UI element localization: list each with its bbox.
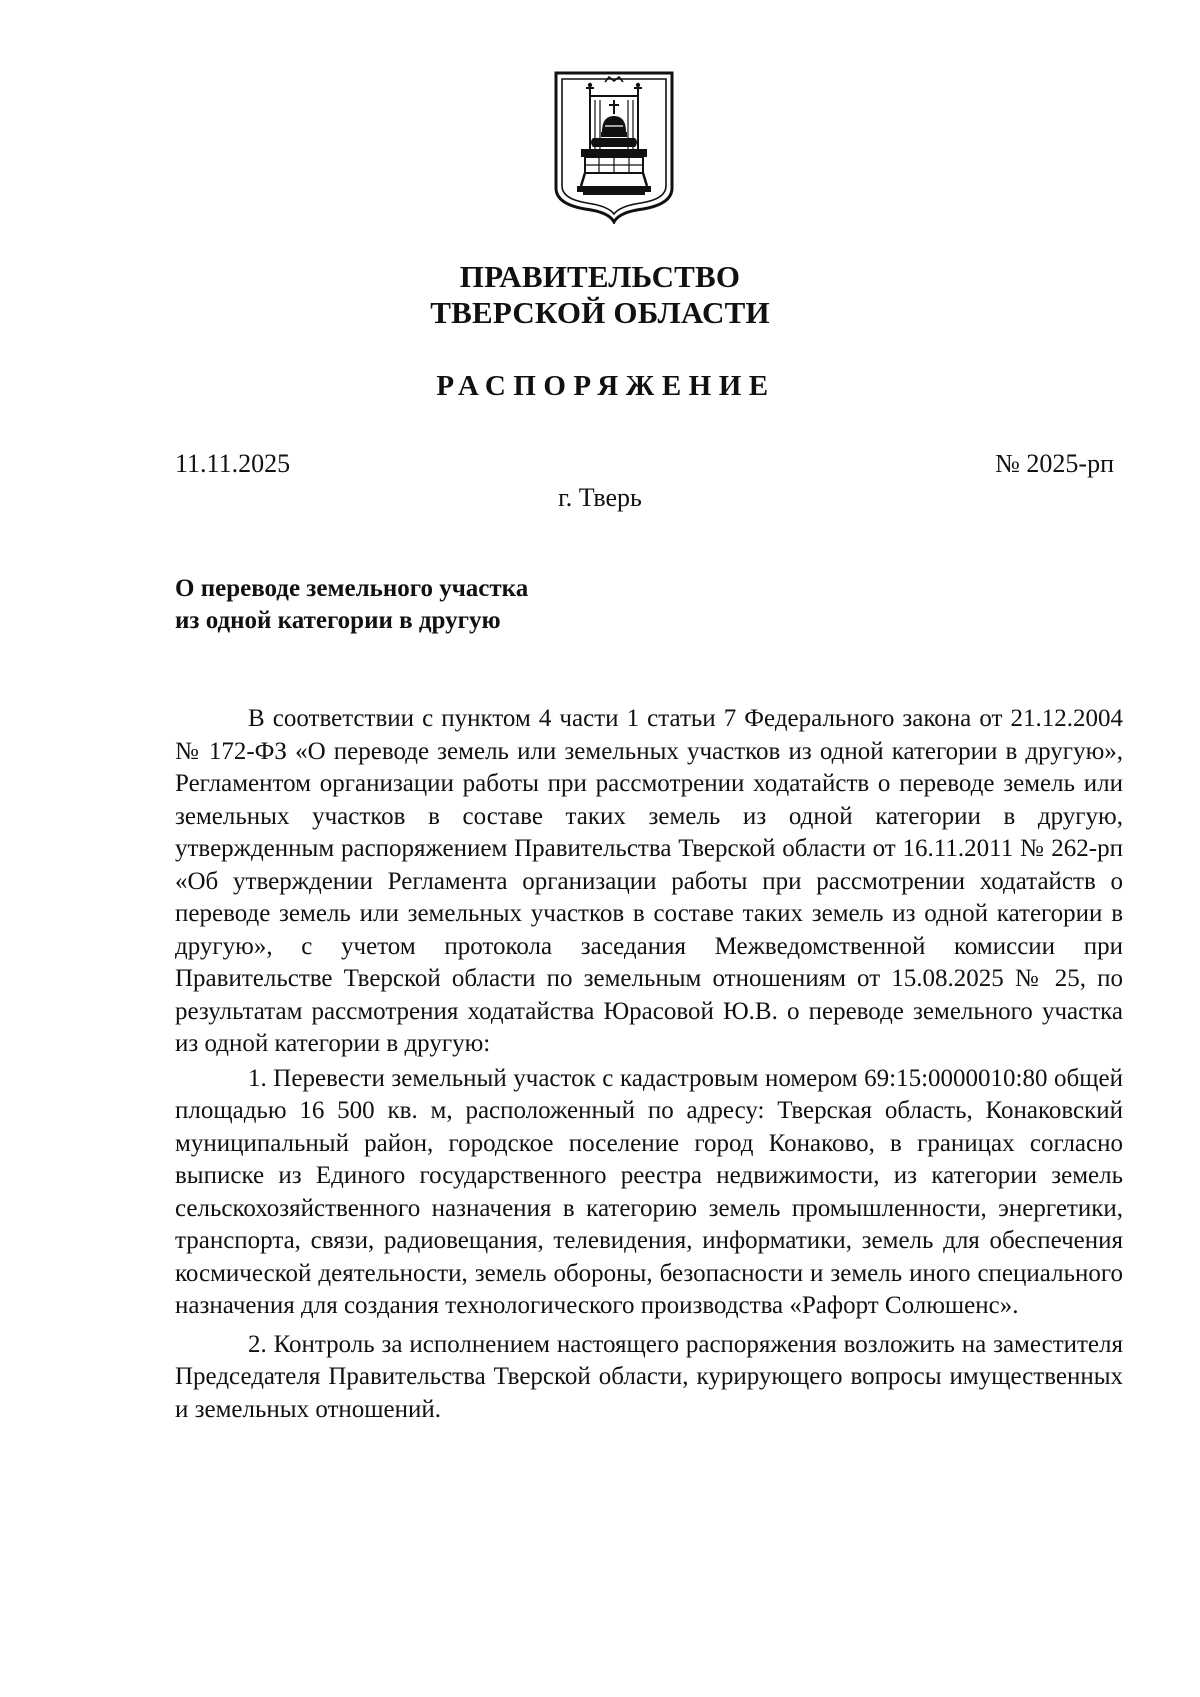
document-body	[175, 703, 1123, 1426]
order-item-2: 2. Контроль за исполнением настоящего распоряжения возложить на заместителя Председателя Правительства Тверской области, курирующего вопросы имущественных и земельных отношений.	[175, 1330, 1123, 1423]
org-name-line1: ПРАВИТЕЛЬСТВО	[459, 259, 741, 294]
subject-line1: О переводе земельного участка	[175, 575, 529, 602]
document-number: № 2025-рп	[995, 449, 1114, 478]
org-name-line2: ТВЕРСКОЙ ОБЛАСТИ	[430, 295, 770, 330]
document-subject	[175, 573, 735, 637]
document-date: 11.11.2025	[175, 449, 291, 478]
document-city: г. Тверь	[558, 483, 642, 512]
preamble-paragraph: В соответствии с пунктом 4 части 1 статьи 7 Федерального закона от 21.12.2004 № 172-ФЗ «О переводе земель или земельных участков из одной категории в другую», Регламентом организации работы при рассмотрении ходатайств о переводе земель или земельных участков в составе таких земель из одной категории в другую, утвержденным распоряжением Правительства Тверской области от 16.11.2011 № 262-рп «Об утверждении Регламента организации работы при рассмотрении ходатайств о переводе земель или земельных участков в составе таких земель из одной категории в другую», с учетом протокола заседания Межведомственной комиссии при Правительстве Тверской области по земельным отношениям от 15.08.2025 № 25, по результатам рассмотрения ходатайства Юрасовой Ю.В. о переводе земельного участка из одной категории в другую:	[175, 705, 1123, 1057]
document-type-heading: РАСПОРЯЖЕНИЕ	[436, 370, 776, 402]
subject-line2: из одной категории в другую	[175, 607, 501, 634]
tver-coat-of-arms-icon	[553, 70, 675, 224]
order-item-1: 1. Перевести земельный участок с кадастровым номером 69:15:0000010:80 общей площадью 16 500 кв. м, расположенный по адресу: Тверская область, Конаковский муниципальный район, городское поселение город Конаково, в границах согласно выписке из Единого государственного реестра недвижимости, из категории земель сельскохозяйственного назначения в категорию земель промышленности, энергетики, транспорта, связи, радиовещания, телевидения, информатики, земель для обеспечения космической деятельности, земель обороны, безопасности и земель иного специального назначения для создания технологического производства «Рафорт Солюшенс».	[175, 1064, 1123, 1319]
